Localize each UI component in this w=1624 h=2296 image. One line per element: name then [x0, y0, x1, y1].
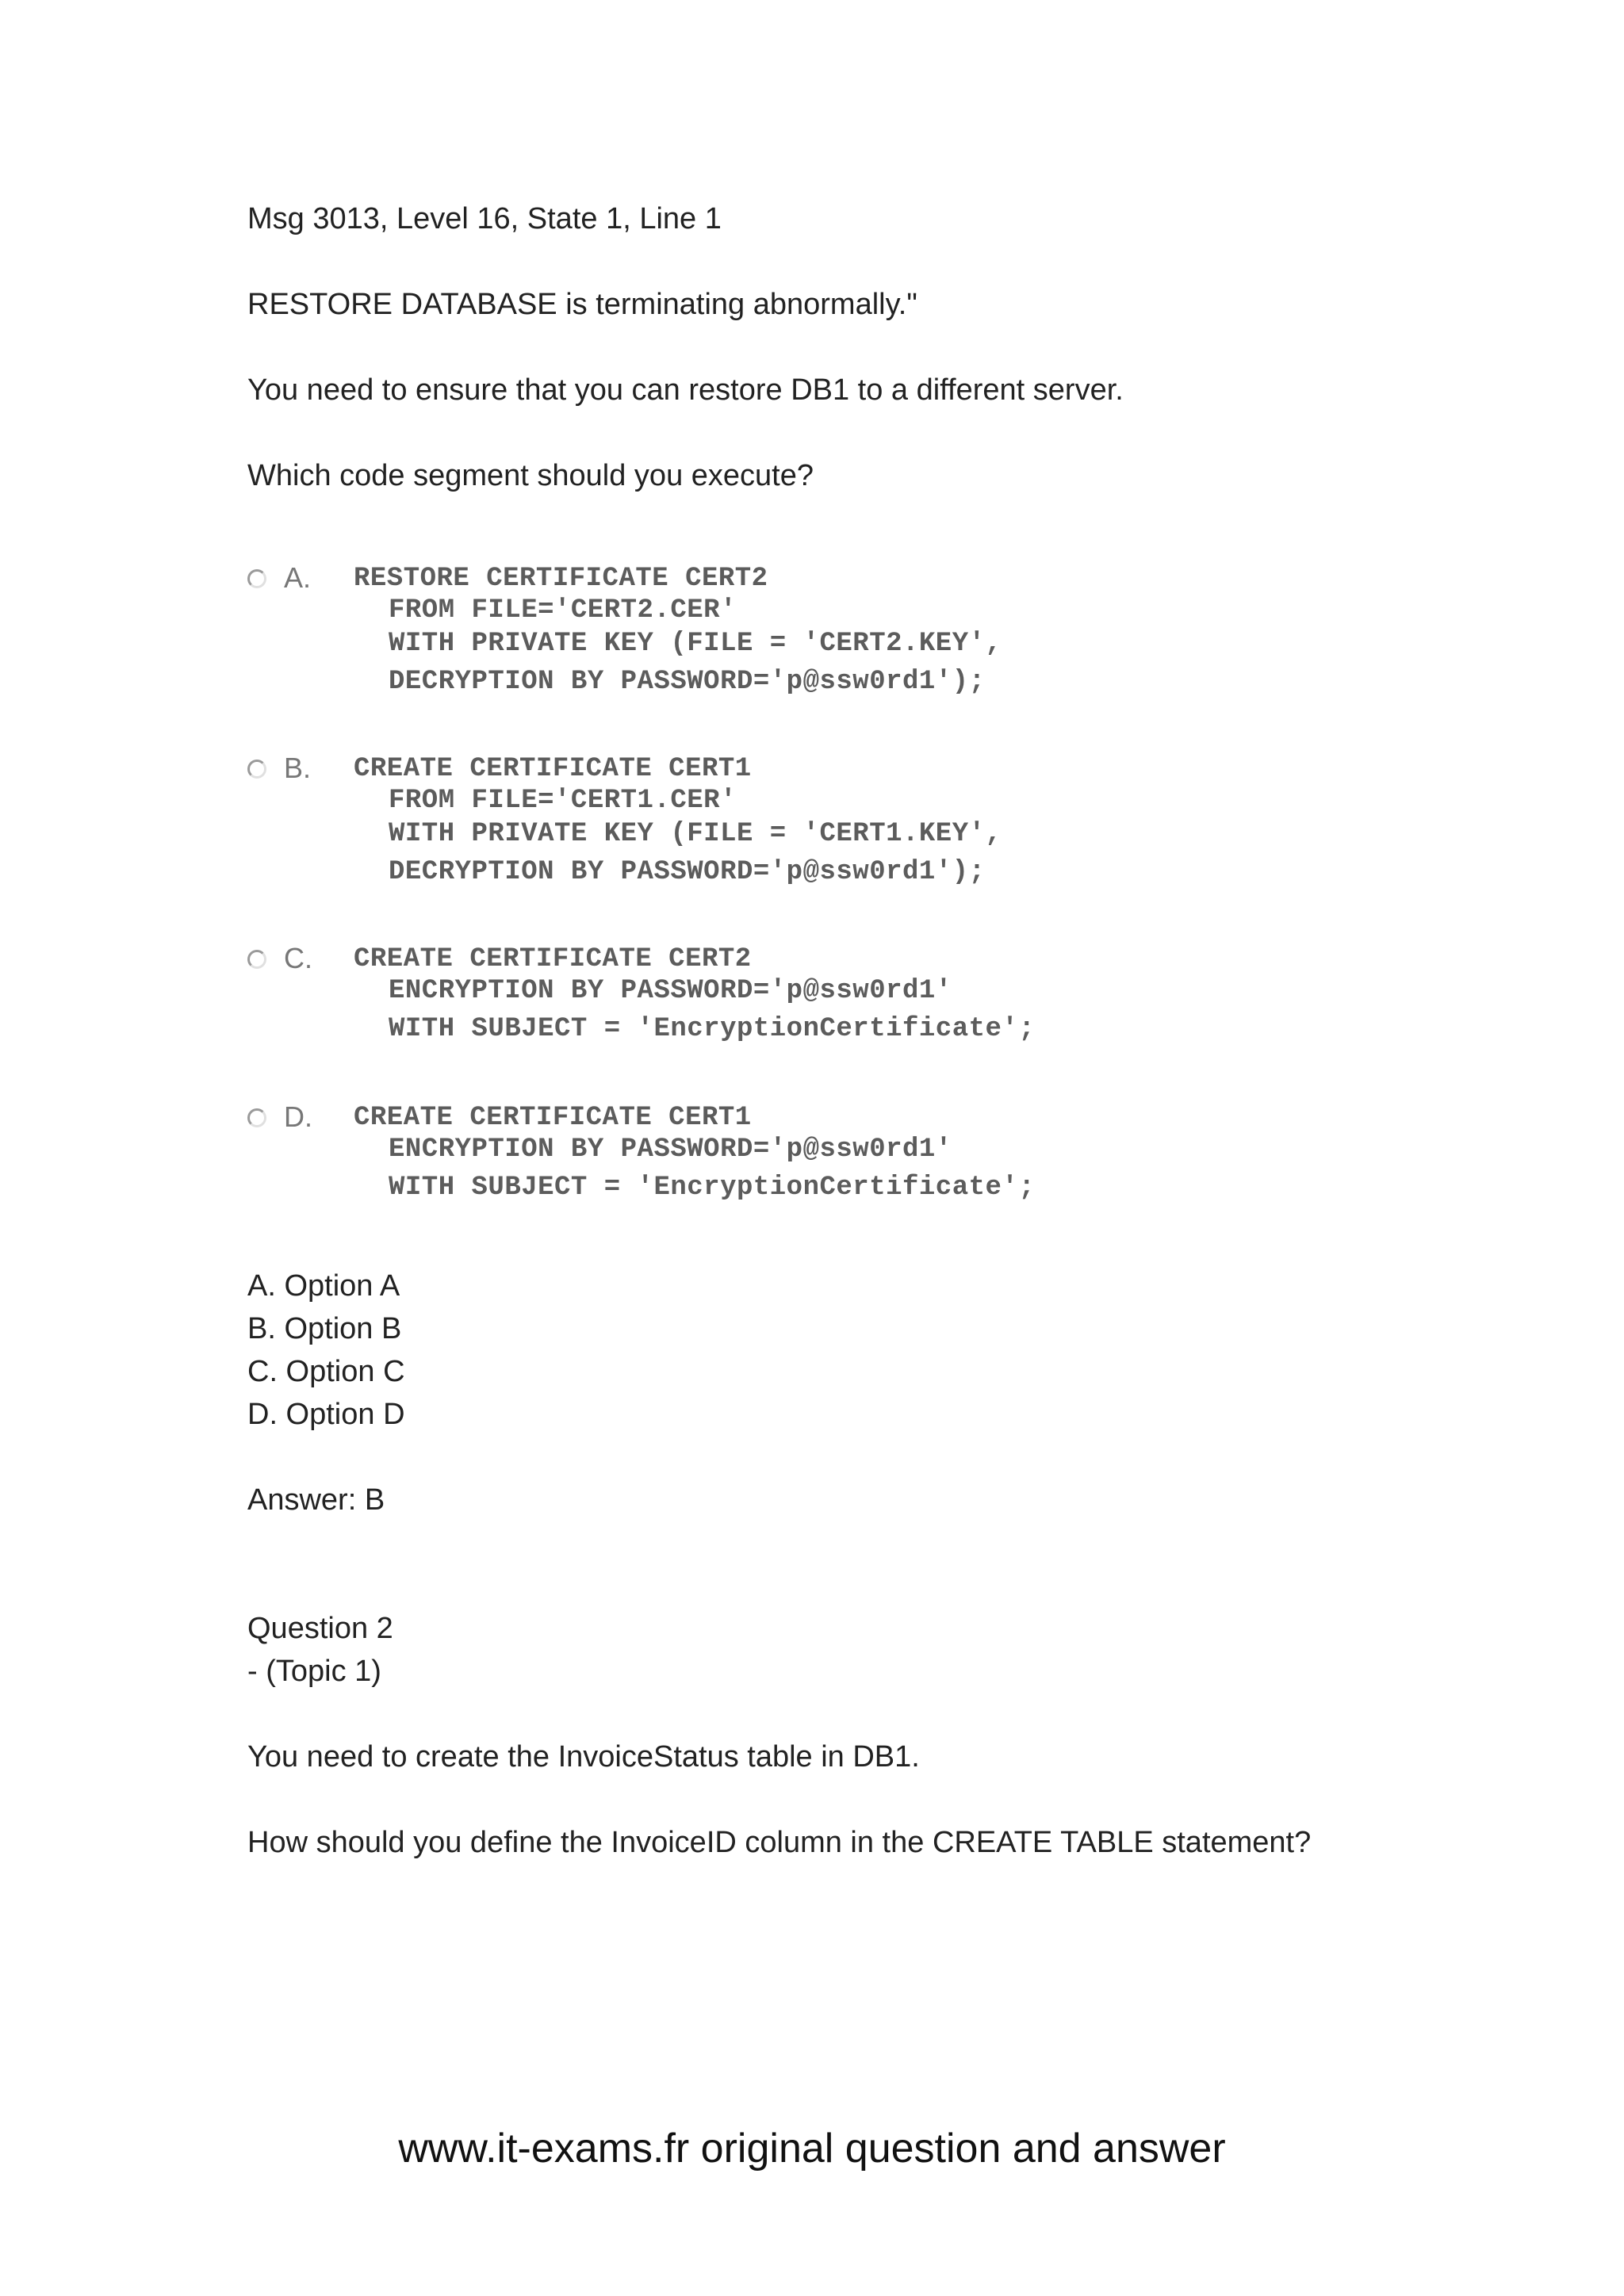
question-prompt: How should you define the InvoiceID column in the CREATE TABLE statement? [247, 1826, 1312, 1859]
error-message-line: RESTORE DATABASE is terminating abnormally." [247, 288, 917, 321]
code-line: WITH SUBJECT = 'EncryptionCertificate'; [389, 1173, 1036, 1203]
code-line: ENCRYPTION BY PASSWORD='p@ssw0rd1' [389, 1135, 952, 1165]
option-letter: A. [284, 561, 312, 594]
answer-choice: B. Option B [247, 1312, 402, 1345]
code-line: WITH SUBJECT = 'EncryptionCertificate'; [389, 1014, 1036, 1044]
radio-button-icon[interactable] [247, 569, 266, 588]
question-prompt: Which code segment should you execute? [247, 459, 814, 492]
page-footer: www.it-exams.fr original question and answer [398, 2126, 1226, 2172]
code-line: DECRYPTION BY PASSWORD='p@ssw0rd1'); [389, 857, 986, 887]
option-letter: D. [284, 1100, 312, 1133]
code-line: RESTORE CERTIFICATE CERT2 [354, 564, 768, 594]
answer-choice: C. Option C [247, 1355, 405, 1388]
radio-button-icon[interactable] [247, 1108, 266, 1127]
code-line: DECRYPTION BY PASSWORD='p@ssw0rd1'); [389, 667, 986, 697]
question-text: You need to create the InvoiceStatus table in DB1. [247, 1740, 920, 1774]
code-line: ENCRYPTION BY PASSWORD='p@ssw0rd1' [389, 976, 952, 1006]
answer-choice: A. Option A [247, 1269, 400, 1303]
question-topic: - (Topic 1) [247, 1655, 381, 1688]
option-letter: B. [284, 752, 312, 784]
radio-button-icon[interactable] [247, 950, 266, 969]
radio-button-icon[interactable] [247, 760, 266, 779]
code-line: FROM FILE='CERT1.CER' [389, 786, 737, 816]
question-text: You need to ensure that you can restore DB1 to a different server. [247, 373, 1124, 407]
code-line: WITH PRIVATE KEY (FILE = 'CERT1.KEY', [389, 819, 1002, 849]
error-message-line: Msg 3013, Level 16, State 1, Line 1 [247, 202, 722, 235]
answer-choice: D. Option D [247, 1398, 405, 1431]
code-line: CREATE CERTIFICATE CERT2 [354, 944, 752, 974]
question-title: Question 2 [247, 1612, 393, 1645]
code-line: WITH PRIVATE KEY (FILE = 'CERT2.KEY', [389, 629, 1002, 659]
code-line: CREATE CERTIFICATE CERT1 [354, 1103, 752, 1133]
answer-line: Answer: B [247, 1483, 385, 1517]
code-line: FROM FILE='CERT2.CER' [389, 595, 737, 626]
code-line: CREATE CERTIFICATE CERT1 [354, 754, 752, 784]
option-letter: C. [284, 942, 312, 974]
